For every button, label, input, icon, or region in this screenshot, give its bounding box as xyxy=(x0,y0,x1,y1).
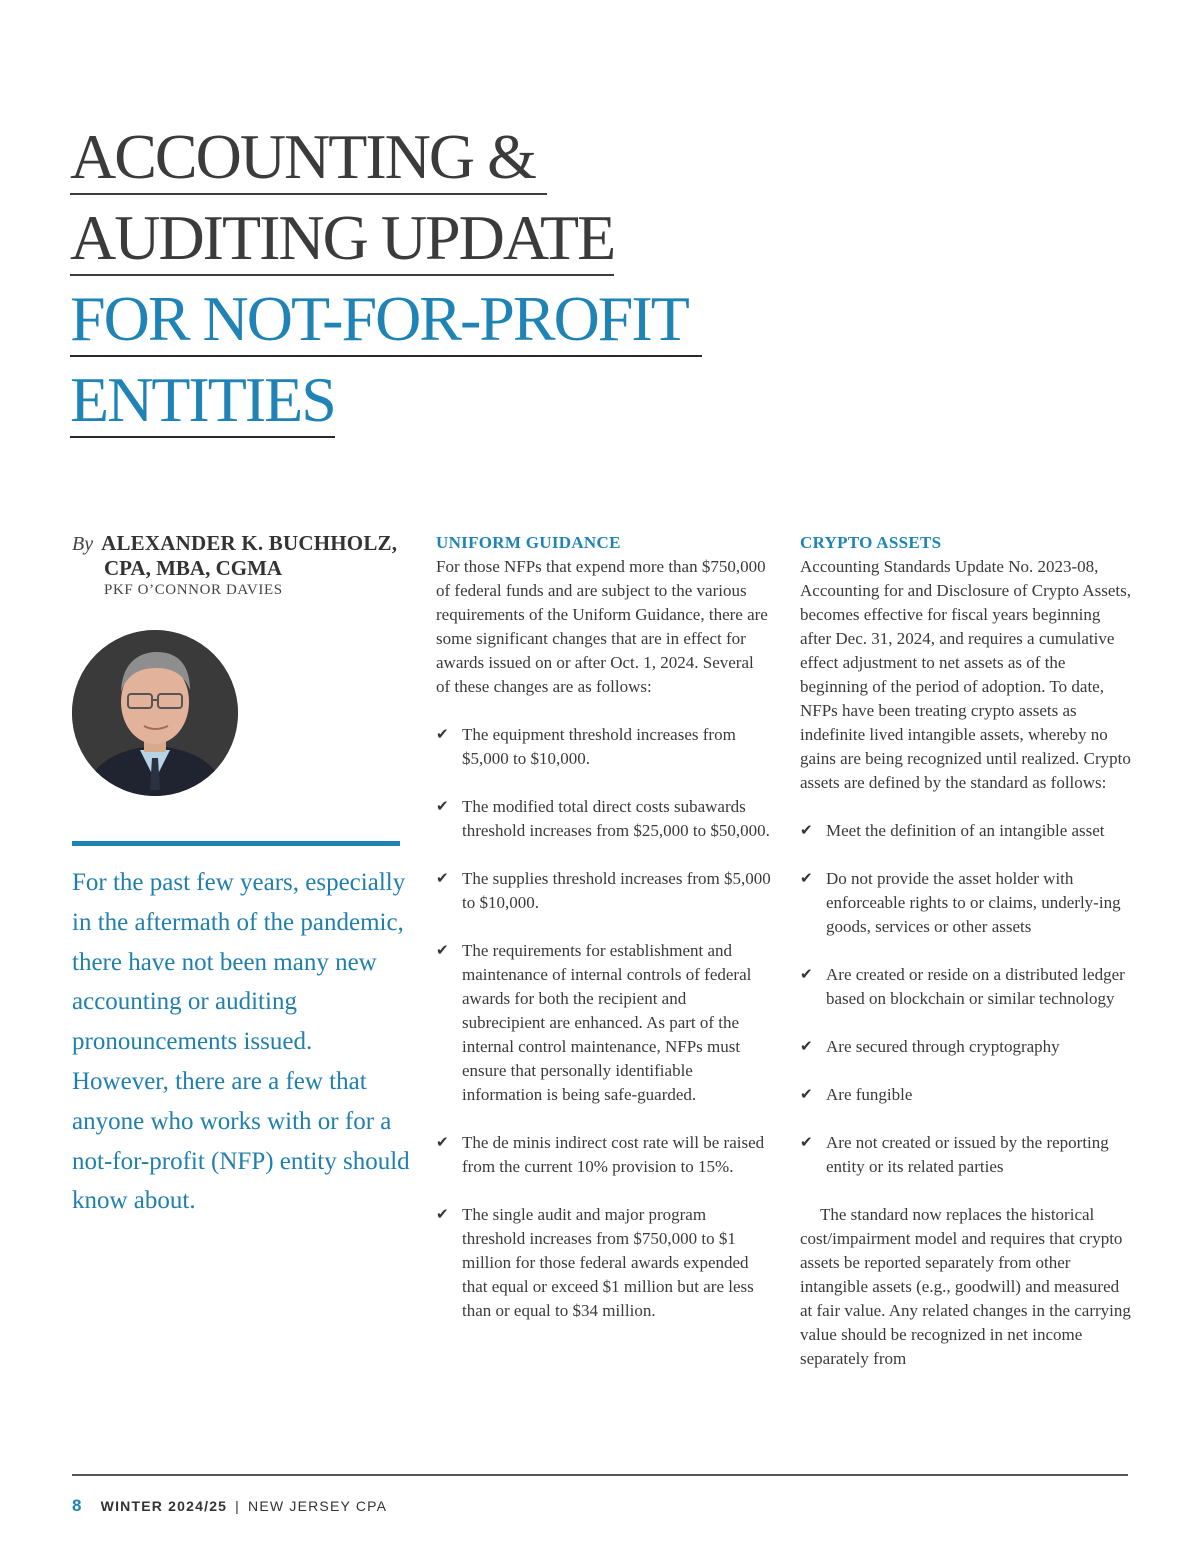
article-title xyxy=(70,121,702,448)
checkmark-icon: ✔ xyxy=(800,1135,813,1151)
byline xyxy=(72,531,412,599)
uniform-guidance-list xyxy=(436,723,771,1323)
list-item: ✔ Are fungible xyxy=(800,1083,1135,1107)
footer-rule xyxy=(72,1474,1128,1476)
list-item: ✔ Are created or reside on a distributed ledger based on blockchain or similar technology xyxy=(800,965,1125,1008)
checkmark-icon: ✔ xyxy=(800,1087,813,1103)
checkmark-icon: ✔ xyxy=(800,823,813,839)
author-name: ALEXANDER K. BUCHHOLZ, xyxy=(101,531,398,555)
checkmark-icon: ✔ xyxy=(800,1039,813,1055)
list-item: ✔ The modified total direct costs subawards threshold increases from $25,000 to $50,000. xyxy=(436,797,770,840)
author-firm: PKF O’CONNOR DAVIES xyxy=(104,582,283,598)
uniform-guidance-column xyxy=(436,531,771,1347)
title-line-3: FOR NOT-FOR-PROFIT xyxy=(70,286,702,357)
checkmark-icon: ✔ xyxy=(436,943,449,959)
checkmark-icon: ✔ xyxy=(436,799,449,815)
list-item: ✔ The supplies threshold increases from $5,000 to $10,000. xyxy=(436,869,771,912)
crypto-assets-intro: Accounting Standards Update No. 2023-08, Accounting for and Disclosure of Crypto Assets, becomes effective for fiscal years beginning after Dec. 31, 2024, and requires a cumulative effect adjustment to net assets as of the beginning of the period of adoption. To date, NFPs have been treating crypto assets as indefinite lived intangible assets, whereby no gains are being recognized until realized. Crypto assets are defined by the standard as follows: xyxy=(800,557,1131,792)
list-item: ✔ Do not provide the asset holder with enforceable rights to or claims, underly-ing goods, services or other assets xyxy=(800,869,1121,936)
checkmark-icon: ✔ xyxy=(436,1207,449,1223)
crypto-assets-column xyxy=(800,531,1135,1371)
footer-separator: | xyxy=(235,1498,241,1514)
list-item: ✔ Are secured through cryptography xyxy=(800,1035,1135,1059)
list-item: ✔ The equipment threshold increases from $5,000 to $10,000. xyxy=(436,725,736,768)
pullquote: For the past few years, especially in the aftermath of the pandemic, there have not been many new accounting or auditing pronouncements issued. However, there are a few that anyone who works with or for a not-for-profit (NFP) entity should know about. xyxy=(72,869,410,1215)
list-item: ✔ The de minis indirect cost rate will be raised from the current 10% provision to 15%. xyxy=(436,1133,765,1176)
author-credentials: CPA, MBA, CGMA xyxy=(104,556,283,580)
checkmark-icon: ✔ xyxy=(436,727,449,743)
crypto-assets-heading: CRYPTO ASSETS xyxy=(800,533,942,552)
list-item: ✔ The requirements for establishment and maintenance of internal controls of federal awards for both the recipient and subrecipient are enhanced. As part of the internal control maintenance, NFPs must ensure that personally identifiable information is being safe-guarded. xyxy=(436,941,752,1104)
checkmark-icon: ✔ xyxy=(800,871,813,887)
checkmark-icon: ✔ xyxy=(436,1135,449,1151)
issue-date: WINTER 2024/25 xyxy=(100,1498,228,1514)
author-photo xyxy=(72,630,238,796)
publication-name: NEW JERSEY CPA xyxy=(248,1498,388,1514)
by-label: By xyxy=(72,533,94,555)
list-item: ✔ Meet the definition of an intangible asset xyxy=(800,819,1135,843)
uniform-guidance-heading: UNIFORM GUIDANCE xyxy=(436,533,621,552)
crypto-assets-list xyxy=(800,819,1135,1179)
checkmark-icon: ✔ xyxy=(436,871,449,887)
uniform-guidance-intro: For those NFPs that expend more than $750,000 of federal funds and are subject to the various requirements of the Uniform Guidance, there are some significant changes that are in effect for awards issued on or after Oct. 1, 2024. Several of these changes are as follows: xyxy=(436,557,768,696)
title-line-1: ACCOUNTING & xyxy=(70,124,547,195)
title-line-2: AUDITING UPDATE xyxy=(70,205,614,276)
checkmark-icon: ✔ xyxy=(800,967,813,983)
page-footer xyxy=(72,1496,387,1516)
crypto-assets-closing: The standard now replaces the historical cost/impairment model and requires that crypto assets be reported separately from other intangible assets (e.g., goodwill) and measured at fair value. Any related changes in the carrying value should be recognized in net income separately from xyxy=(800,1205,1131,1368)
pullquote-rule xyxy=(72,841,400,846)
page-number: 8 xyxy=(72,1496,83,1515)
list-item: ✔ Are not created or issued by the reporting entity or its related parties xyxy=(800,1133,1109,1176)
title-line-4: ENTITIES xyxy=(70,367,335,438)
list-item: ✔ The single audit and major program threshold increases from $750,000 to $1 million for those federal awards expended that equal or exceed $1 million but are less than or equal to $34 million. xyxy=(436,1205,754,1320)
